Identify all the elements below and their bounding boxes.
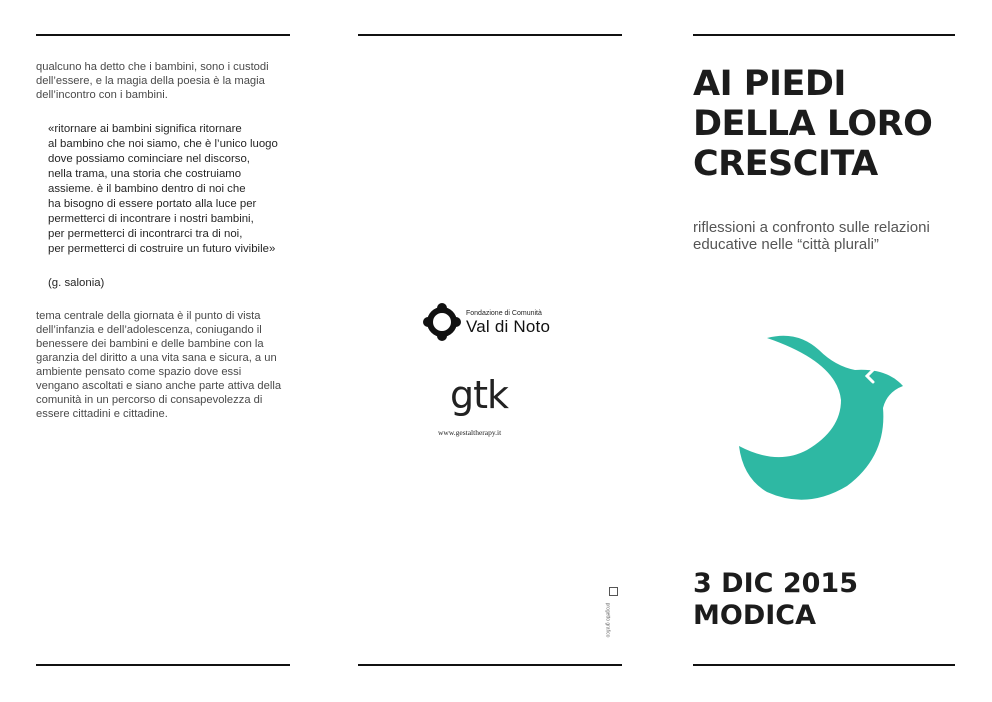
intro-paragraph (36, 60, 292, 102)
event-title (693, 64, 932, 184)
left-eye-icon (817, 370, 823, 382)
title-line: DELLA LORO (693, 104, 933, 144)
subtitle-line: educative nelle “città plurali” (693, 236, 879, 253)
gtk-logo (450, 372, 530, 424)
body-line: benessere dei bambini e delle bambine con la (36, 338, 264, 350)
title-line: CRESCITA (693, 144, 878, 184)
quote-line: assieme. è il bambino dentro di noi che (48, 183, 246, 195)
quote-line: al bambino che noi siamo, che è l’unico luogo (48, 138, 278, 150)
title-line: AI PIEDI (693, 64, 846, 104)
gtk-website: www.gestaltherapy.it (438, 428, 502, 437)
bottom-rule-left (36, 664, 290, 666)
intro-line: dell’essere, e la magia della poesia è la magia (36, 75, 265, 87)
body-line: ambiente pensato come spazio dove essi (36, 366, 242, 378)
event-date: 3 DIC 2015 (693, 568, 859, 599)
top-rule-left (36, 34, 290, 36)
body-paragraph (36, 309, 292, 421)
quote-author: (g. salonia) (48, 277, 105, 289)
design-credit (604, 587, 618, 638)
intro-line: dell’incontro con i bambini. (36, 89, 168, 101)
credit-text: progetto grafico (604, 602, 611, 638)
credit-mark-icon (609, 587, 618, 596)
body-line: essere cittadini e cittadine. (36, 408, 168, 420)
quote-line: ha bisogno di essere portato alla luce per (48, 198, 257, 210)
quote-line: per permetterci di costruire un futuro vivibile» (48, 243, 276, 255)
quote-line: dove possiamo cominciare nel discorso, (48, 153, 250, 165)
body-line: garanzia del diritto a una vita sana e sicura, a un (36, 352, 277, 364)
quote-block (48, 122, 292, 257)
event-subtitle (693, 219, 930, 253)
body-line: comunità in un percorso di consapevolezza di (36, 394, 263, 406)
foundation-logo (422, 300, 562, 344)
subtitle-line: riflessioni a confronto sulle relazioni (693, 219, 930, 236)
quote-line: permetterci di incontrare i nostri bambini, (48, 213, 254, 225)
intro-line: qualcuno ha detto che i bambini, sono i custodi (36, 61, 269, 73)
quote-line: nella trama, una storia che costruiamo (48, 168, 242, 180)
event-date-location (693, 568, 858, 632)
moon-bird-illustration (737, 326, 917, 502)
moon-shape (739, 336, 903, 500)
body-line: vengano ascoltati e siano anche parte attiva della (36, 380, 282, 392)
quote-line: per permetterci di incontrarci tra di noi, (48, 228, 243, 240)
foundation-name: Val di Noto (466, 317, 551, 336)
foundation-label: Fondazione di Comunità (466, 310, 542, 317)
right-panel (693, 0, 963, 702)
body-line: dell’infanzia e dell’adolescenza, coniugando il (36, 324, 262, 336)
gtk-logo-text: gtk (450, 373, 509, 417)
body-line: tema centrale della giornata è il punto di vista (36, 310, 261, 322)
foundation-emblem-icon (422, 302, 462, 342)
middle-panel (358, 0, 622, 702)
quote-line: «ritornare ai bambini significa ritornare (48, 123, 242, 135)
left-panel (36, 60, 292, 421)
event-location: MODICA (693, 600, 816, 631)
